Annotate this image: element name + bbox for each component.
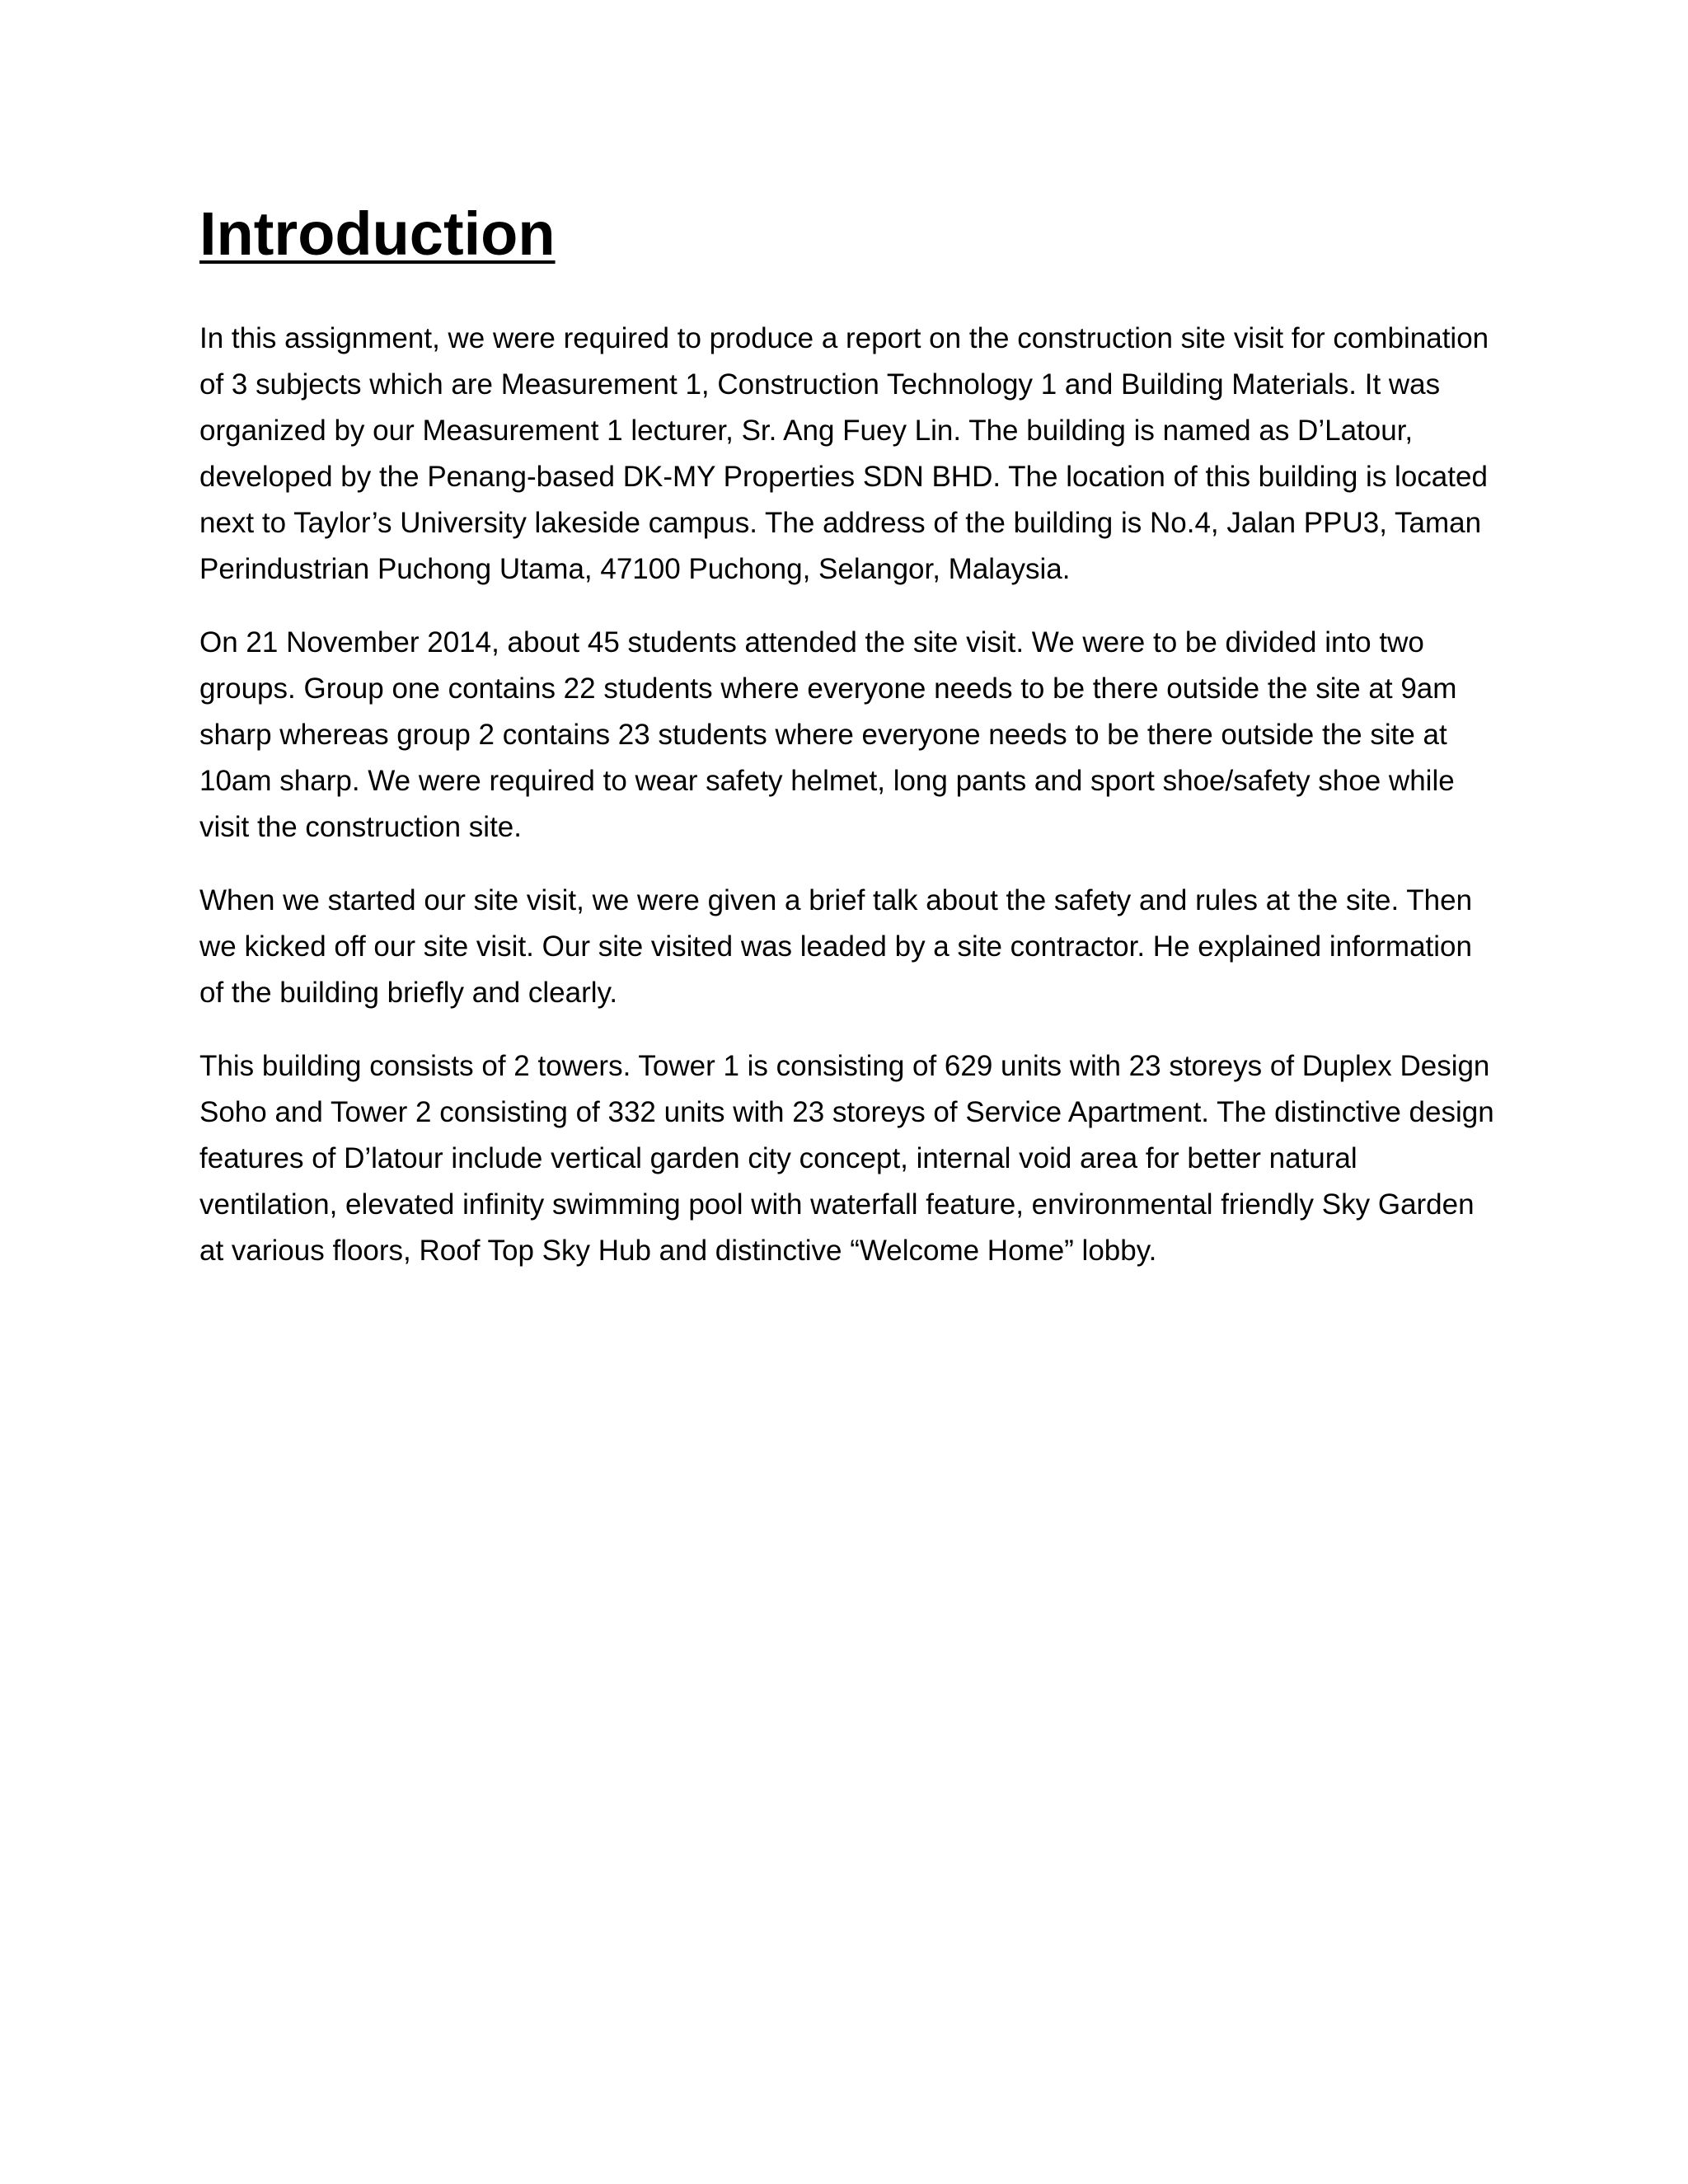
paragraph-assignment-overview: In this assignment, we were required to produce a report on the construction site visit for combination of 3 subjects which are Measurement 1, Construction Technology 1 and Building Materials. It was organized by our Measurement 1 lecturer, Sr. Ang Fuey Lin. The building is named as D’Latour, developed by the Penang-based DK-MY Properties SDN BHD. The location of this building is located next to Taylor’s University lakeside campus. The address of the building is No.4, Jalan PPU3, Taman Perindustrian Puchong Utama, 47100 Puchong, Selangor, Malaysia.: [199, 321, 1489, 585]
paragraph-site-briefing: When we started our site visit, we were given a brief talk about the safety and rules at the site. Then we kicked off our site visit. Our site visited was leaded by a site contractor. He explained information of the building briefly and clearly.: [199, 883, 1473, 1009]
paragraph-building-description: This building consists of 2 towers. Tower 1 is consisting of 629 units with 23 storeys of Duplex Design Soho and Tower 2 consisting of 332 units with 23 storeys of Service Apartment. The distinctive design features of D’latour include vertical garden city concept, internal void area for better natural ventilation, elevated infinity swimming pool with waterfall feature, environmental friendly Sky Garden at various floors, Roof Top Sky Hub and distinctive “Welcome Home” lobby.: [199, 1049, 1494, 1267]
document-content: [199, 198, 1502, 1274]
paragraph-visit-details: On 21 November 2014, about 45 students attended the site visit. We were to be divided into two groups. Group one contains 22 students where everyone needs to be there outside the site at 9am sharp whereas group 2 contains 23 students where everyone needs to be there outside the site at 10am sharp. We were required to wear safety helmet, long pants and sport shoe/safety shoe while visit the construction site.: [199, 626, 1457, 843]
page-title: Introduction: [199, 199, 556, 268]
